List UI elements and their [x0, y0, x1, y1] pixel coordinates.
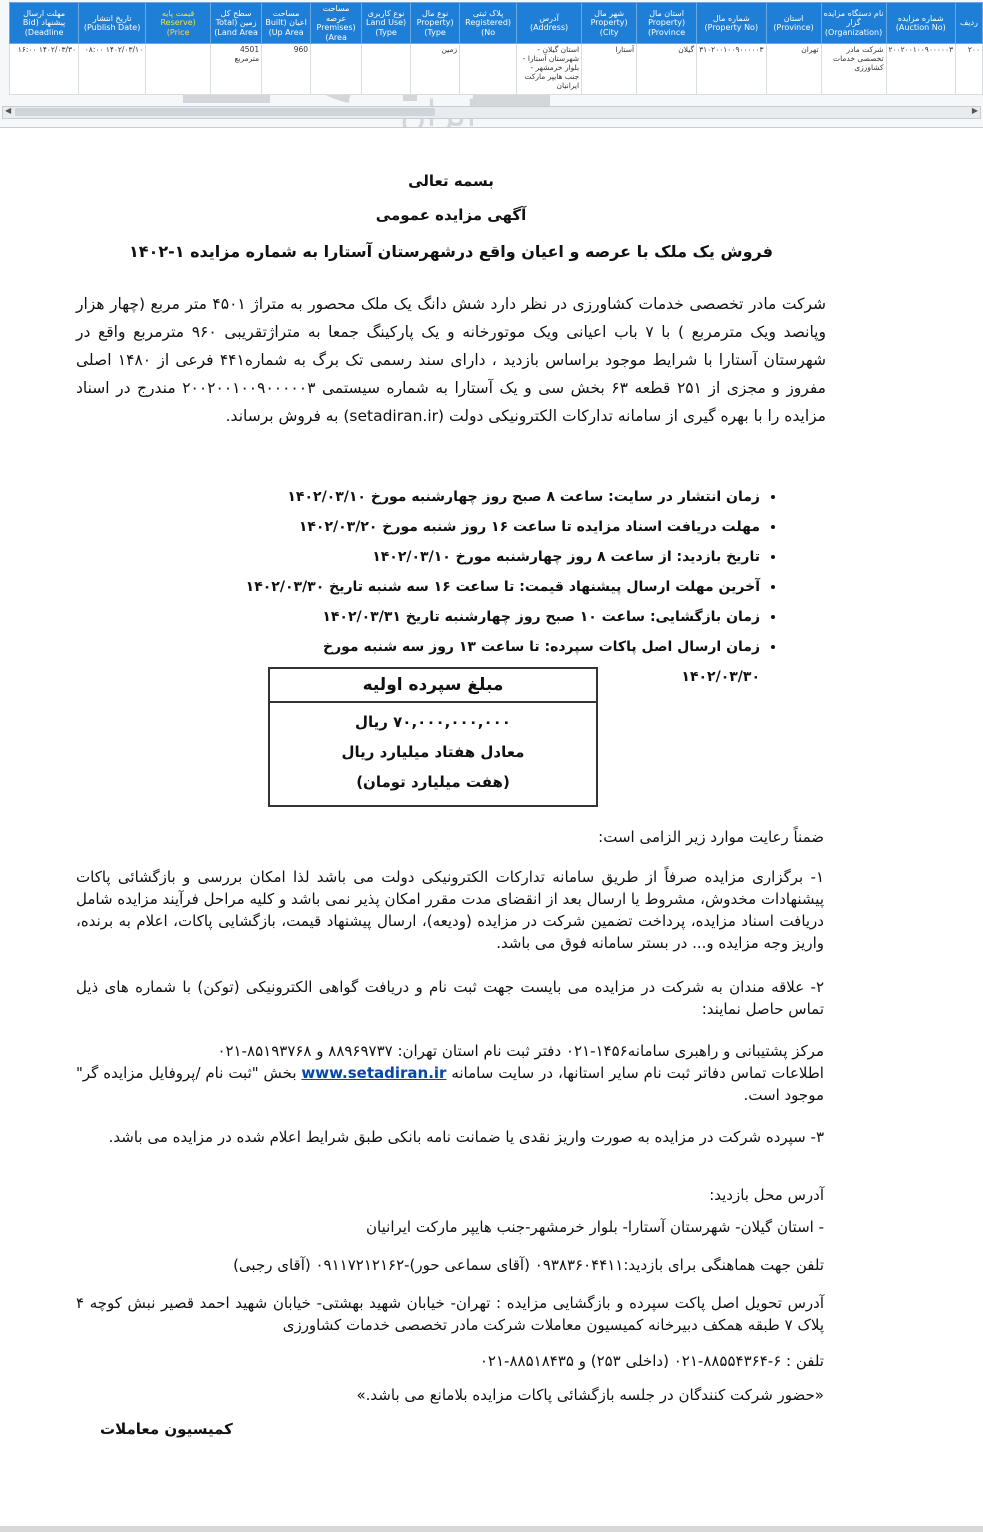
scroll-left-icon[interactable]: ◀: [5, 106, 12, 115]
condition-2: ۲- علاقه مندان به شرکت در مزایده می بایست جهت ثبت نام و دریافت گواهی الکترونیکی (توکن) با شماره های ذیل تماس حاصل نمایند:: [76, 978, 824, 1018]
column-header-property-province[interactable]: استان مال (Property Province): [637, 3, 697, 44]
deposit-box: [268, 667, 598, 807]
column-header-registered-no[interactable]: پلاک ثبتی (Registered No): [460, 3, 517, 44]
column-header-row[interactable]: ردیف: [956, 3, 983, 44]
cell-address: استان گیلان - شهرستان آستارا - بلوار خرمشهر - جنب هایپر مارکت ایرانیان: [517, 44, 582, 95]
table-header-row: [10, 3, 983, 44]
cell-land-use: [362, 44, 411, 95]
visit-phone: تلفن جهت هماهنگی برای بازدید:۰۹۳۸۳۶۰۴۴۱۱ (آقای سماعی حور)-۰۹۱۱۷۲۱۲۱۶۲ (آقای رجبی): [233, 1256, 824, 1274]
dates-list: [240, 482, 782, 692]
page-title: آگهی مزایده عمومی: [375, 206, 527, 224]
column-header-built-up-area[interactable]: مساحت اعیان (Built Up Area): [262, 3, 311, 44]
date-item: • تاریخ بازدید: از ساعت ۸ روز چهارشنبه مورخ ۱۴۰۲/۰۳/۱۰: [240, 542, 760, 572]
column-header-reserve-price[interactable]: قیمت پایه (Reserve Price): [146, 3, 211, 44]
cell-property-city: آستارا: [582, 44, 637, 95]
column-header-land-use[interactable]: نوع کاربری (Land Use Type): [362, 3, 411, 44]
cell-row: ۲۰۰: [956, 44, 983, 95]
deposit-amount: ۷۰,۰۰۰,۰۰۰,۰۰۰ ریال: [355, 713, 511, 731]
support-before-link: اطلاعات تماس دفاتر ثبت نام سایر استانها، در سایت سامانه: [451, 1064, 824, 1082]
delivery-address: آدرس تحویل اصل پاکت سپرده و بازگشایی مزایده : تهران- خیابان شهید بهشتی- خیابان شهید احمد قصیر نبش کوچه ۴ پلاک ۷ طبقه همکف دبیرخانه کمیسیون معاملات شرکت مادر تخصصی خدمات کشاورزی: [76, 1294, 824, 1334]
deposit-heading: مبلغ سپرده اولیه: [270, 669, 596, 703]
deposit-words: معادل هفتاد میلیارد ریال: [341, 743, 525, 761]
delivery-phone: تلفن : ۶-۸۸۵۵۴۳۶۴-۰۲۱ (داخلی ۲۵۳) و ۸۸۵۱۸۴۳۵-۰۲۱: [479, 1352, 824, 1370]
page-subtitle: فروش یک ملک با عرصه و اعیان واقع درشهرستان آستارا به شماره مزایده ۱-۱۴۰۲: [129, 242, 773, 261]
scroll-right-icon[interactable]: ▶: [971, 106, 978, 115]
deposit-toman: (هفت میلیارد تومان): [356, 773, 510, 791]
table-row[interactable]: [10, 44, 983, 95]
condition-3: ۳- سپرده شرکت در مزایده به صورت واریز نقدی یا ضمانت نامه بانکی طبق شرایط اعلام شده در مزایده می باشد.: [108, 1128, 824, 1146]
date-item: • آخرین مهلت ارسال پیشنهاد قیمت: تا ساعت ۱۶ سه شنبه تاریخ ۱۴۰۲/۰۳/۳۰: [240, 572, 760, 602]
cell-publish-date: ۱۴۰۲/۰۳/۱۰ ۰۸:۰۰: [79, 44, 146, 95]
auction-table-strip: [0, 0, 983, 128]
column-header-publish-date[interactable]: تاریخ انتشار (Publish Date): [79, 3, 146, 44]
cell-registered-no: [460, 44, 517, 95]
cell-premises-area: [311, 44, 362, 95]
date-item: • زمان بازگشایی: ساعت ۱۰ صبح روز چهارشنبه تاریخ ۱۴۰۲/۰۳/۳۱: [240, 602, 760, 632]
column-header-property-no[interactable]: شماره مال (Property No): [697, 3, 766, 44]
cell-reserve-price: [146, 44, 211, 95]
cell-auction-no: ۲۰۰۲۰۰۱۰۰۹۰۰۰۰۰۳: [886, 44, 955, 95]
column-header-address[interactable]: آدرس (Address): [517, 3, 582, 44]
support-line-1: مرکز پشتیبانی و راهبری سامانه۱۴۵۶-۰۲۱ دفتر ثبت نام استان تهران: ۸۸۹۶۹۷۳۷ و ۸۵۱۹۳۷۶۸-۰۲۱: [217, 1042, 824, 1060]
bismillah: بسمه تعالی: [408, 172, 494, 190]
setadiran-link[interactable]: www.setadiran.ir: [301, 1064, 447, 1082]
horizontal-scrollbar[interactable]: [2, 106, 981, 119]
cell-property-type: زمین: [411, 44, 460, 95]
cell-property-no: ۳۱۰۲۰۰۱۰۰۹۰۰۰۰۰۳: [697, 44, 766, 95]
support-after-link: بخش "ثبت نام /پروفایل مزایده گر" موجود است.: [76, 1064, 824, 1104]
column-header-province[interactable]: استان (Province): [766, 3, 821, 44]
column-header-organization[interactable]: نام دستگاه مزایده گزار (Organization): [821, 3, 886, 44]
cell-property-province: گیلان: [637, 44, 697, 95]
column-header-auction-no[interactable]: شماره مزایده (Auction No): [886, 3, 955, 44]
column-header-premises-area[interactable]: مساحت عرصه (Premises Area): [311, 3, 362, 44]
bottom-bar: [0, 1526, 983, 1532]
auction-table: [9, 2, 983, 95]
condition-1: ۱- برگزاری مزایده صرفاً از طریق سامانه تدارکات الکترونیکی دولت می باشد لذا امکان بررسی و بازگشائی پاکات پیشنهادات مخدوش، مشروط یا ارسال بعد از انقضای مدت مقرر امکان پذیر نمی باشد و کلیه مراحل فرآیند مزایده شامل دریافت اسناد مزایده، پرداخت تضمین شرکت در مزایده (ودیعه)، ارسال پیشنهاد قیمت، بازگشایی پاکات، اعلام به برنده، واریز وجه مزایده و... در بستر سامانه فوق می باشد.: [76, 868, 824, 952]
date-item: • زمان ارسال اصل پاکات سپرده: تا ساعت ۱۳ روز سه شنبه مورخ ۱۴۰۲/۰۳/۳۰: [240, 632, 760, 692]
column-header-property-type[interactable]: نوع مال (Property Type): [411, 3, 460, 44]
attendance-note: «حضور شرکت کنندگان در جلسه بازگشائی پاکات مزایده بلامانع می باشد.»: [356, 1386, 824, 1404]
column-header-total-land-area[interactable]: سطح کل زمین (Total Land Area): [211, 3, 262, 44]
visit-address: - استان گیلان- شهرستان آستارا- بلوار خرمشهر-جنب هایپر مارکت ایرانیان: [366, 1218, 824, 1236]
column-header-property-city[interactable]: شهر مال (Property City): [582, 3, 637, 44]
cell-built-up-area: 960: [262, 44, 311, 95]
visit-address-title: آدرس محل بازدید:: [709, 1186, 824, 1204]
cell-province: تهران: [766, 44, 821, 95]
date-item: • مهلت دریافت اسناد مزایده تا ساعت ۱۶ روز شنبه مورخ ۱۴۰۲/۰۳/۲۰: [240, 512, 760, 542]
conditions-title: ضمناً رعایت موارد زیر الزامی است:: [598, 828, 824, 846]
signature: کمیسیون معاملات: [100, 1420, 233, 1438]
cell-total-land-area: 4501 مترمربع: [211, 44, 262, 95]
support-info: [76, 1040, 824, 1106]
cell-bid-deadline: ۱۴۰۲/۰۳/۳۰ ۱۶:۰۰: [10, 44, 79, 95]
date-item: • زمان انتشار در سایت: ساعت ۸ صبح روز چهارشنبه مورخ ۱۴۰۲/۰۳/۱۰: [240, 482, 760, 512]
cell-organization: شرکت مادر تخصصی خدمات کشاورزی: [821, 44, 886, 95]
intro-paragraph: شرکت مادر تخصصی خدمات کشاورزی در نظر دارد شش دانگ یک ملک محصور به متراژ ۴۵۰۱ متر مربع (چهار هزار وپانصد ویک مترمربع ) با ۷ باب اعیانی ویک موتورخانه و یک پارکینگ جمعا به متراژتقریبی ۹۶۰ مترمربع واقع در شهرستان آستارا با شرایط موجود براساس بازدید ، دارای سند رسمی تک برگ به شماره۴۴۱ فرعی از ۱۴۸۰ اصلی مفروز و مجزی از ۲۵۱ قطعه ۶۳ بخش سی و یک آستارا به شماره سیستمی ۲۰۰۲۰۰۱۰۰۹۰۰۰۰۰۳ مندرج در اسناد مزایده را با بهره گیری از سامانه تدارکات الکترونیکی دولت (setadiran.ir) به فروش برساند.: [76, 295, 827, 425]
scrollbar-thumb[interactable]: [15, 108, 435, 116]
column-header-bid-deadline[interactable]: مهلت ارسال پیشنهاد (Bid Deadline): [10, 3, 79, 44]
